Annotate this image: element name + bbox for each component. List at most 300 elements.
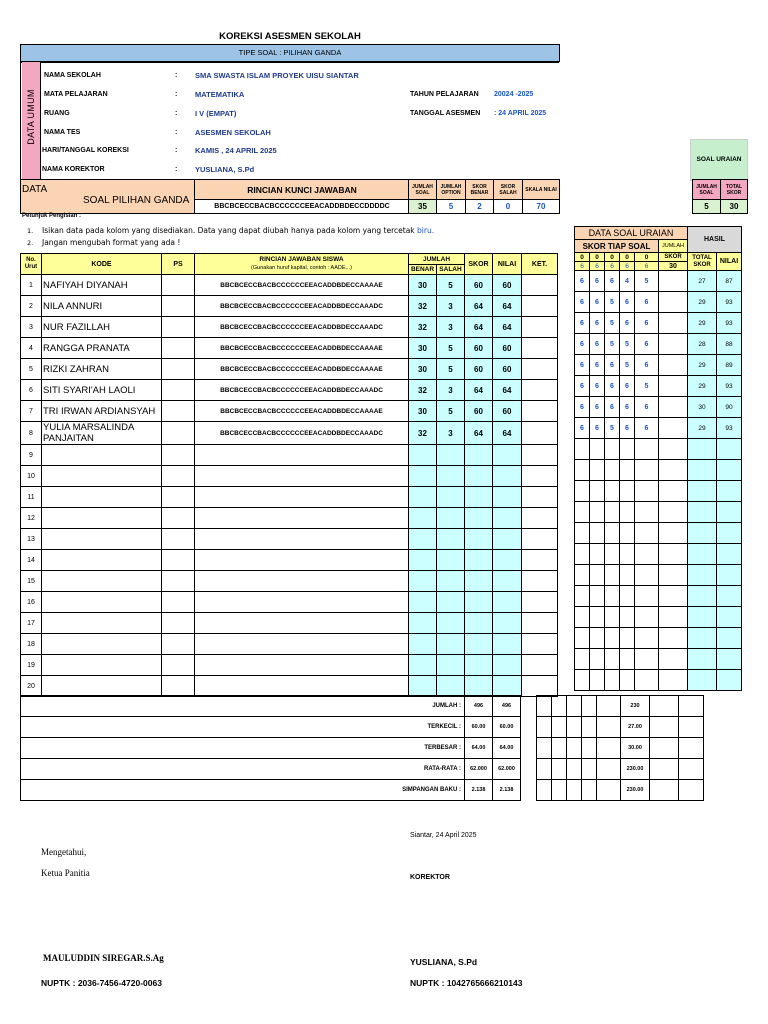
- uraian-score[interactable]: 5: [605, 313, 620, 334]
- summary-gap: [521, 717, 537, 738]
- uraian-score[interactable]: [635, 565, 659, 586]
- uraian-score[interactable]: 4: [620, 271, 635, 292]
- uraian-score[interactable]: [575, 523, 590, 544]
- ps-cell[interactable]: [162, 655, 195, 676]
- uraian-score[interactable]: 6: [605, 355, 620, 376]
- uraian-score[interactable]: 6: [575, 376, 590, 397]
- uraian-score[interactable]: [590, 460, 605, 481]
- ps-cell[interactable]: [162, 401, 195, 422]
- colon: :: [175, 91, 178, 98]
- ket-cell[interactable]: [522, 359, 558, 380]
- uraian-nilai-value: 93: [717, 376, 742, 397]
- nilai-value: 60: [493, 275, 522, 296]
- uraian-total: [688, 628, 717, 649]
- uraian-score[interactable]: 5: [605, 292, 620, 313]
- uraian-score[interactable]: 6: [590, 313, 605, 334]
- answer-string[interactable]: [195, 634, 409, 655]
- jumlah-soal-value[interactable]: 35: [408, 199, 437, 214]
- uraian-score[interactable]: 6: [605, 271, 620, 292]
- summary-uraian-empty: [650, 759, 679, 780]
- uraian-score[interactable]: [575, 565, 590, 586]
- ket-cell[interactable]: [522, 550, 558, 571]
- ruang-label: RUANG: [44, 110, 70, 117]
- student-name[interactable]: [42, 445, 162, 466]
- uraian-row: [575, 313, 742, 334]
- uraian-zero: 0: [575, 253, 590, 262]
- uraian-row: [575, 397, 742, 418]
- uraian-jumlah-soal-header: JUMLAH SOAL: [692, 179, 721, 201]
- answer-string[interactable]: BBCBCECCBACBCCCCCCEEACADDBDECCAAADC: [195, 422, 409, 445]
- uraian-score[interactable]: [575, 439, 590, 460]
- table-row: [21, 487, 558, 508]
- benar-count: [409, 508, 437, 529]
- answer-string[interactable]: BBCBCECCBACBCCCCCCEEACADDBDECCAAAAE: [195, 338, 409, 359]
- uraian-score[interactable]: 6: [590, 334, 605, 355]
- ket-cell[interactable]: [522, 634, 558, 655]
- uraian-nilai: NILAI: [717, 253, 742, 271]
- hari-value[interactable]: KAMIS , 24 APRIL 2025: [195, 146, 277, 155]
- ps-cell[interactable]: [162, 550, 195, 571]
- skor-value: 60: [465, 275, 493, 296]
- uraian-score[interactable]: 6: [620, 313, 635, 334]
- ket-cell[interactable]: [522, 529, 558, 550]
- ket-cell[interactable]: [522, 401, 558, 422]
- student-name[interactable]: [42, 529, 162, 550]
- uraian-score[interactable]: [605, 565, 620, 586]
- ps-cell[interactable]: [162, 317, 195, 338]
- ket-cell[interactable]: [522, 613, 558, 634]
- student-name[interactable]: YULIA MARSALINDA PANJAITAN: [42, 422, 162, 445]
- student-name[interactable]: [42, 676, 162, 697]
- nilai-value: [493, 634, 522, 655]
- ps-cell[interactable]: [162, 529, 195, 550]
- answer-string[interactable]: BBCBCECCBACBCCCCCCEEACADDBDECCAAADC: [195, 296, 409, 317]
- uraian-score[interactable]: 6: [590, 292, 605, 313]
- uraian-score[interactable]: [605, 502, 620, 523]
- benar-count: 32: [409, 317, 437, 338]
- uraian-score[interactable]: [590, 523, 605, 544]
- ps-cell[interactable]: [162, 466, 195, 487]
- uraian-score[interactable]: [605, 670, 620, 691]
- uraian-score[interactable]: [635, 628, 659, 649]
- uraian-row: [575, 502, 742, 523]
- uraian-score[interactable]: [605, 544, 620, 565]
- ps-cell[interactable]: [162, 296, 195, 317]
- salah-count: [437, 634, 465, 655]
- ket-cell[interactable]: [522, 655, 558, 676]
- uraian-row: [575, 544, 742, 565]
- uraian-row: [575, 523, 742, 544]
- ruang-value[interactable]: I V (EMPAT): [195, 109, 237, 118]
- uraian-score[interactable]: [635, 460, 659, 481]
- uraian-score[interactable]: 6: [635, 292, 659, 313]
- uraian-score[interactable]: 6: [620, 292, 635, 313]
- uraian-score[interactable]: 6: [590, 418, 605, 439]
- petunjuk-blue-word: biru.: [417, 226, 435, 235]
- student-name[interactable]: NAFIYAH DIYANAH: [42, 275, 162, 296]
- answer-string[interactable]: BBCBCECCBACBCCCCCCEEACADDBDECCAAADC: [195, 380, 409, 401]
- hari-label: HARI/TANGGAL KOREKSI: [42, 147, 129, 154]
- answer-string[interactable]: [195, 592, 409, 613]
- nama-sekolah-value[interactable]: SMA SWASTA ISLAM PROYEK UISU SIANTAR: [195, 71, 359, 80]
- ps-cell[interactable]: [162, 571, 195, 592]
- uraian-score[interactable]: 6: [575, 397, 590, 418]
- uraian-score[interactable]: 6: [605, 397, 620, 418]
- table-row: [21, 634, 558, 655]
- row-no: 19: [21, 655, 42, 676]
- ps-cell[interactable]: [162, 487, 195, 508]
- ps-cell[interactable]: [162, 508, 195, 529]
- ket-cell[interactable]: [522, 338, 558, 359]
- uraian-score[interactable]: [635, 481, 659, 502]
- uraian-score[interactable]: [620, 565, 635, 586]
- uraian-score[interactable]: [620, 460, 635, 481]
- ket-cell[interactable]: [522, 275, 558, 296]
- uraian-score[interactable]: [575, 481, 590, 502]
- colon: :: [175, 129, 178, 136]
- table-row: [21, 529, 558, 550]
- nama-sekolah-label: NAMA SEKOLAH: [44, 72, 101, 79]
- uraian-empty: [659, 439, 688, 460]
- skor-salah-value[interactable]: 0: [493, 199, 523, 214]
- row-no: 9: [21, 445, 42, 466]
- benar-count: 30: [409, 275, 437, 296]
- nilai-value: 64: [493, 380, 522, 401]
- uraian-row: [575, 334, 742, 355]
- student-name[interactable]: [42, 550, 162, 571]
- uraian-max: 6: [635, 262, 659, 271]
- uraian-score[interactable]: [635, 670, 659, 691]
- uraian-row: [575, 607, 742, 628]
- skor-value: [465, 445, 493, 466]
- uraian-row: [575, 271, 742, 292]
- tahun-value[interactable]: 20024 -2025: [494, 91, 534, 98]
- uraian-score[interactable]: [605, 649, 620, 670]
- student-name[interactable]: SITI SYARI'AH LAOLI: [42, 380, 162, 401]
- uraian-score[interactable]: 6: [590, 376, 605, 397]
- table-row: [21, 445, 558, 466]
- uraian-empty: [659, 523, 688, 544]
- student-table: [20, 253, 558, 697]
- uraian-score[interactable]: [635, 607, 659, 628]
- benar-count: 32: [409, 380, 437, 401]
- student-name[interactable]: TRI IRWAN ARDIANSYAH: [42, 401, 162, 422]
- jumlah-option-value[interactable]: 5: [436, 199, 466, 214]
- summary-label: TERBESAR :: [21, 738, 465, 759]
- ps-cell[interactable]: [162, 275, 195, 296]
- uraian-max: 6: [590, 262, 605, 271]
- answer-string[interactable]: [195, 655, 409, 676]
- uraian-score[interactable]: [575, 460, 590, 481]
- salah-count: 5: [437, 338, 465, 359]
- answer-string[interactable]: [195, 550, 409, 571]
- uraian-empty: [659, 670, 688, 691]
- salah-count: 5: [437, 401, 465, 422]
- uraian-score[interactable]: [575, 586, 590, 607]
- benar-count: 30: [409, 338, 437, 359]
- uraian-score[interactable]: [605, 460, 620, 481]
- petunjuk-line-1: [42, 226, 434, 235]
- answer-string[interactable]: BBCBCECCBACBCCCCCCEEACADDBDECCAAAAE: [195, 275, 409, 296]
- ket-cell[interactable]: [522, 676, 558, 697]
- ket-cell[interactable]: [522, 487, 558, 508]
- uraian-score[interactable]: 5: [635, 271, 659, 292]
- uraian-nilai-value: [717, 460, 742, 481]
- jumlah-soal-header: JUMLAH SOAL: [408, 179, 437, 201]
- uraian-score[interactable]: [575, 502, 590, 523]
- uraian-row: [575, 439, 742, 460]
- skala-nilai-header: SKALA NILAI: [522, 179, 560, 201]
- uraian-nilai-value: [717, 649, 742, 670]
- uraian-score[interactable]: 6: [575, 313, 590, 334]
- uraian-score[interactable]: 6: [575, 334, 590, 355]
- table-row: [21, 380, 558, 401]
- answer-string[interactable]: [195, 613, 409, 634]
- korektor-value[interactable]: YUSLIANA, S.Pd: [195, 165, 255, 174]
- student-name[interactable]: [42, 487, 162, 508]
- skor-benar-header: SKOR BENAR: [465, 179, 494, 201]
- uraian-hasil: HASIL: [688, 227, 742, 253]
- uraian-score[interactable]: 6: [635, 334, 659, 355]
- salah-count: [437, 529, 465, 550]
- summary-uraian-cell: [567, 759, 582, 780]
- skor-value: [465, 613, 493, 634]
- uraian-score[interactable]: [620, 481, 635, 502]
- uraian-score[interactable]: [635, 523, 659, 544]
- nilai-value: [493, 529, 522, 550]
- uraian-score[interactable]: 6: [635, 313, 659, 334]
- skor-value: [465, 550, 493, 571]
- student-name[interactable]: [42, 655, 162, 676]
- uraian-score[interactable]: [590, 565, 605, 586]
- student-name[interactable]: RANGGA PRANATA: [42, 338, 162, 359]
- uraian-total: [688, 607, 717, 628]
- uraian-score[interactable]: [620, 586, 635, 607]
- table-row: [21, 296, 558, 317]
- summary-row: [21, 696, 704, 717]
- benar-count: [409, 571, 437, 592]
- uraian-score[interactable]: 6: [590, 397, 605, 418]
- nilai-value: 60: [493, 401, 522, 422]
- uraian-score[interactable]: [605, 586, 620, 607]
- answer-string[interactable]: [195, 508, 409, 529]
- student-name[interactable]: NUR FAZILLAH: [42, 317, 162, 338]
- ps-cell[interactable]: [162, 676, 195, 697]
- uraian-total: [688, 565, 717, 586]
- student-name[interactable]: [42, 571, 162, 592]
- uraian-score[interactable]: 6: [575, 271, 590, 292]
- ps-cell[interactable]: [162, 380, 195, 401]
- uraian-total-skor-header: TOTAL SKOR: [720, 179, 748, 201]
- header-ket: KET.: [522, 254, 558, 275]
- ps-cell[interactable]: [162, 634, 195, 655]
- uraian-score[interactable]: 6: [620, 376, 635, 397]
- skor-value: 64: [465, 317, 493, 338]
- skor-value: [465, 529, 493, 550]
- student-name[interactable]: [42, 466, 162, 487]
- uraian-total: 28: [688, 334, 717, 355]
- uraian-score[interactable]: 6: [635, 418, 659, 439]
- uraian-score[interactable]: 5: [635, 376, 659, 397]
- uraian-score[interactable]: [635, 586, 659, 607]
- uraian-score[interactable]: 6: [590, 355, 605, 376]
- skor-benar-value[interactable]: 2: [465, 199, 494, 214]
- ket-cell[interactable]: [522, 380, 558, 401]
- row-no: 5: [21, 359, 42, 380]
- ket-cell[interactable]: [522, 296, 558, 317]
- uraian-score[interactable]: 6: [620, 418, 635, 439]
- ket-cell[interactable]: [522, 508, 558, 529]
- uraian-nilai-value: 88: [717, 334, 742, 355]
- uraian-score[interactable]: [590, 586, 605, 607]
- uraian-nilai-value: [717, 502, 742, 523]
- student-name[interactable]: [42, 613, 162, 634]
- uraian-total: [688, 502, 717, 523]
- ps-cell[interactable]: [162, 613, 195, 634]
- uraian-score[interactable]: [590, 481, 605, 502]
- uraian-score[interactable]: [605, 628, 620, 649]
- uraian-score[interactable]: [575, 670, 590, 691]
- uraian-score[interactable]: [590, 607, 605, 628]
- mapel-value[interactable]: MATEMATIKA: [195, 90, 245, 99]
- ket-cell[interactable]: [522, 592, 558, 613]
- answer-string[interactable]: [195, 466, 409, 487]
- uraian-score[interactable]: [635, 649, 659, 670]
- answer-string[interactable]: [195, 571, 409, 592]
- summary-row: [21, 780, 704, 801]
- uraian-score[interactable]: [575, 544, 590, 565]
- uraian-score[interactable]: [620, 523, 635, 544]
- answer-string[interactable]: [195, 529, 409, 550]
- uraian-score[interactable]: [635, 502, 659, 523]
- uraian-row: [575, 418, 742, 439]
- uraian-score[interactable]: 5: [620, 355, 635, 376]
- student-name[interactable]: [42, 592, 162, 613]
- summary-uraian-empty: [679, 717, 704, 738]
- uraian-score[interactable]: [590, 628, 605, 649]
- uraian-score[interactable]: 5: [605, 334, 620, 355]
- uraian-score[interactable]: [620, 544, 635, 565]
- benar-count: [409, 634, 437, 655]
- ket-cell[interactable]: [522, 571, 558, 592]
- ps-cell[interactable]: [162, 592, 195, 613]
- uraian-score[interactable]: [575, 607, 590, 628]
- mengetahui: Mengetahui,: [41, 847, 87, 857]
- summary-gap: [521, 780, 537, 801]
- uraian-score[interactable]: [590, 649, 605, 670]
- ket-cell[interactable]: [522, 466, 558, 487]
- summary-uraian-cell: [552, 696, 567, 717]
- summary-uraian-cell: [597, 780, 621, 801]
- uraian-score[interactable]: 5: [605, 418, 620, 439]
- skor-value: [465, 571, 493, 592]
- uraian-total: 29: [688, 376, 717, 397]
- row-no: 14: [21, 550, 42, 571]
- answer-string[interactable]: [195, 445, 409, 466]
- ps-cell[interactable]: [162, 359, 195, 380]
- answer-string[interactable]: [195, 676, 409, 697]
- answer-string[interactable]: [195, 487, 409, 508]
- ket-cell[interactable]: [522, 445, 558, 466]
- tanggal-value[interactable]: : 24 APRIL 2025: [494, 110, 547, 117]
- uraian-score[interactable]: [635, 439, 659, 460]
- uraian-score[interactable]: 6: [635, 397, 659, 418]
- uraian-score[interactable]: [635, 544, 659, 565]
- uraian-score[interactable]: 6: [620, 397, 635, 418]
- uraian-score[interactable]: 6: [575, 355, 590, 376]
- uraian-total: [688, 481, 717, 502]
- uraian-max: 6: [620, 262, 635, 271]
- uraian-score[interactable]: [605, 523, 620, 544]
- uraian-score[interactable]: [590, 439, 605, 460]
- uraian-score[interactable]: [605, 439, 620, 460]
- student-name[interactable]: RIZKI ZAHRAN: [42, 359, 162, 380]
- table-row: [21, 422, 558, 445]
- uraian-score[interactable]: 6: [590, 271, 605, 292]
- salah-count: [437, 655, 465, 676]
- uraian-score[interactable]: 6: [605, 376, 620, 397]
- answer-string[interactable]: BBCBCECCBACBCCCCCCEEACADDBDECCAAADC: [195, 317, 409, 338]
- uraian-score[interactable]: [620, 628, 635, 649]
- salah-count: 3: [437, 296, 465, 317]
- nilai-value: 64: [493, 296, 522, 317]
- uraian-score[interactable]: [620, 670, 635, 691]
- uraian-score[interactable]: [575, 649, 590, 670]
- kunci-jawaban-value[interactable]: BBCBCECCBACBCCCCCCEEACADDBDECCDDDDC: [194, 199, 410, 214]
- uraian-score[interactable]: [620, 607, 635, 628]
- uraian-score[interactable]: [590, 544, 605, 565]
- ps-cell[interactable]: [162, 338, 195, 359]
- skala-nilai-value[interactable]: 70: [522, 199, 560, 214]
- answer-string[interactable]: BBCBCECCBACBCCCCCCEEACADDBDECCAAAAE: [195, 359, 409, 380]
- student-name[interactable]: [42, 634, 162, 655]
- uraian-score[interactable]: [575, 628, 590, 649]
- nilai-value: 60: [493, 359, 522, 380]
- summary-uraian-empty: [679, 738, 704, 759]
- uraian-score[interactable]: 6: [575, 418, 590, 439]
- uraian-score[interactable]: [620, 439, 635, 460]
- uraian-score[interactable]: 6: [635, 355, 659, 376]
- benar-count: [409, 676, 437, 697]
- ket-cell[interactable]: [522, 317, 558, 338]
- summary-gap: [521, 738, 537, 759]
- uraian-nilai-value: [717, 670, 742, 691]
- uraian-score[interactable]: [605, 607, 620, 628]
- student-name[interactable]: NILA ANNURI: [42, 296, 162, 317]
- student-name[interactable]: [42, 508, 162, 529]
- ps-cell[interactable]: [162, 422, 195, 445]
- row-no: 15: [21, 571, 42, 592]
- uraian-score[interactable]: [620, 649, 635, 670]
- uraian-score[interactable]: [590, 670, 605, 691]
- uraian-score[interactable]: 5: [620, 334, 635, 355]
- ps-cell[interactable]: [162, 445, 195, 466]
- uraian-score[interactable]: [605, 481, 620, 502]
- uraian-score[interactable]: [590, 502, 605, 523]
- answer-string[interactable]: BBCBCECCBACBCCCCCCEEACADDBDECCAAAAE: [195, 401, 409, 422]
- uraian-empty: [659, 649, 688, 670]
- nama-tes-value[interactable]: ASESMEN SEKOLAH: [195, 128, 271, 137]
- uraian-nilai-value: [717, 544, 742, 565]
- uraian-score[interactable]: 6: [575, 292, 590, 313]
- summary-uraian-value: 230.00: [621, 759, 650, 780]
- header-no: No. Urut: [21, 254, 42, 275]
- uraian-score[interactable]: [620, 502, 635, 523]
- uraian-row: [575, 376, 742, 397]
- ket-cell[interactable]: [522, 422, 558, 445]
- uraian-total: [688, 586, 717, 607]
- row-no: 3: [21, 317, 42, 338]
